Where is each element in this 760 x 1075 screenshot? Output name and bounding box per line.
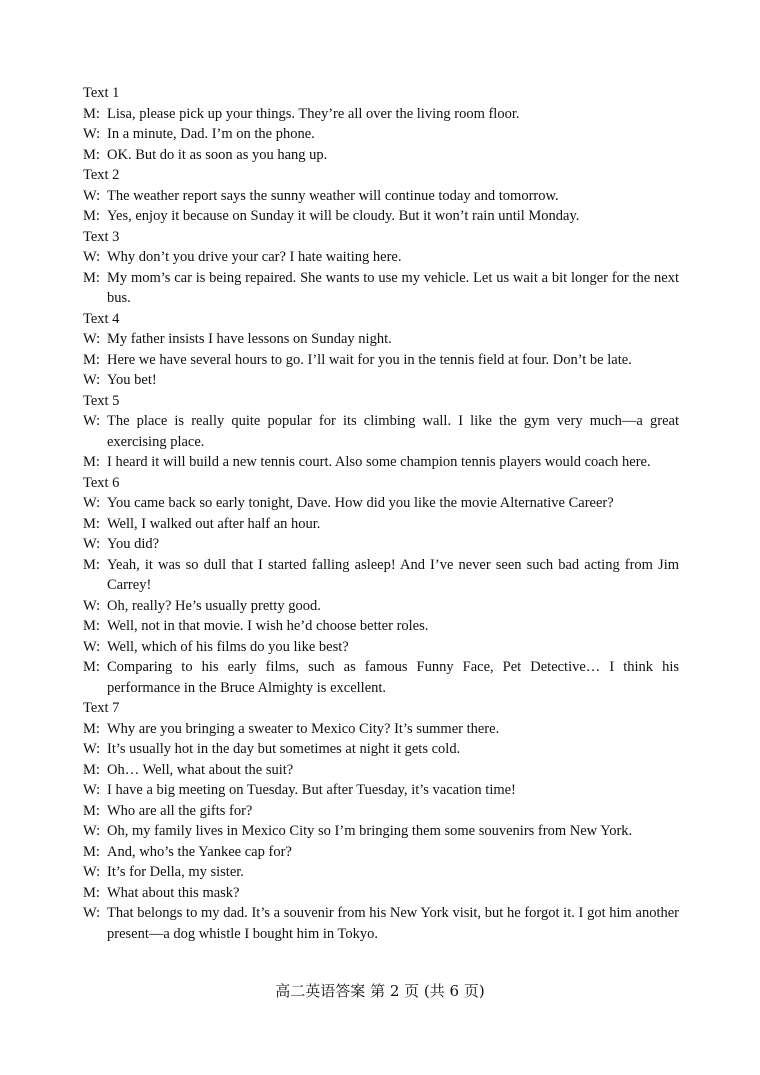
dialogue-line: [83, 780, 679, 801]
speaker-label: W:: [83, 782, 101, 798]
speaker-label: M:: [83, 105, 100, 122]
dialogue-line: [83, 760, 679, 781]
page-footer: 高二英语答案 第 2 页 (共 6 页): [275, 982, 485, 1000]
utterance-text: My mom’s car is being repaired. She wants to use my vehicle. Let us wait a bit longer for the next bus.: [107, 269, 679, 306]
dialogue-line: [83, 268, 679, 309]
dialogue-line: [83, 247, 679, 268]
speaker-label: W:: [83, 864, 101, 880]
utterance-text: What about this mask?: [107, 884, 240, 901]
speaker-label: M:: [83, 761, 100, 778]
dialogue-line: [83, 719, 679, 740]
speaker-label: W:: [83, 741, 101, 757]
utterance-text: Oh, my family lives in Mexico City so I’m bringing them some souvenirs from New York.: [107, 823, 633, 839]
speaker-label: M:: [83, 802, 100, 819]
dialogue-line: [83, 842, 679, 863]
dialogue-line: [83, 124, 679, 145]
utterance-text: In a minute, Dad. I’m on the phone.: [107, 126, 315, 142]
speaker-label: W:: [83, 187, 101, 204]
dialogue-line: [83, 206, 679, 227]
utterance-text: Well, not in that movie. I wish he’d choose better roles.: [107, 618, 429, 634]
speaker-label: W:: [83, 638, 101, 655]
dialogue-line: [83, 801, 679, 822]
utterance-text: My father insists I have lessons on Sunday night.: [107, 331, 392, 347]
section-heading: Text 4: [83, 310, 120, 327]
text-section-2: [83, 165, 679, 227]
utterance-text: It’s for Della, my sister.: [107, 864, 244, 880]
utterance-text: I have a big meeting on Tuesday. But after Tuesday, it’s vacation time!: [107, 782, 516, 798]
transcript-body: [83, 83, 679, 944]
utterance-text: Well, I walked out after half an hour.: [107, 515, 321, 532]
speaker-label: W:: [83, 126, 101, 142]
utterance-text: Here we have several hours to go. I’ll wait for you in the tennis field at four. Don’t be late.: [107, 351, 632, 368]
speaker-label: M:: [83, 720, 100, 737]
utterance-text: Lisa, please pick up your things. They’re all over the living room floor.: [107, 105, 520, 122]
text-section-4: [83, 309, 679, 391]
speaker-label: M:: [83, 884, 100, 901]
dialogue-line: [83, 903, 679, 944]
speaker-label: W:: [83, 905, 101, 921]
utterance-text: Comparing to his early films, such as famous Funny Face, Pet Detective… I think his performance in the Bruce Almighty is excellent.: [107, 659, 679, 696]
speaker-label: W:: [83, 249, 101, 265]
dialogue-line: [83, 411, 679, 452]
speaker-label: M:: [83, 556, 100, 573]
utterance-text: Why are you bringing a sweater to Mexico City? It’s summer there.: [107, 720, 500, 737]
dialogue-line: [83, 514, 679, 535]
dialogue-line: [83, 145, 679, 166]
utterance-text: And, who’s the Yankee cap for?: [107, 843, 292, 860]
speaker-label: W:: [83, 823, 101, 839]
text-section-5: [83, 391, 679, 473]
dialogue-line: [83, 862, 679, 883]
dialogue-line: [83, 452, 679, 473]
speaker-label: M:: [83, 269, 100, 286]
utterance-text: Well, which of his films do you like best?: [107, 638, 349, 655]
section-heading: Text 7: [83, 700, 120, 716]
dialogue-line: [83, 493, 679, 514]
utterance-text: Oh… Well, what about the suit?: [107, 761, 294, 778]
speaker-label: W:: [83, 372, 101, 388]
dialogue-line: [83, 739, 679, 760]
section-heading: Text 5: [83, 392, 120, 409]
utterance-text: The weather report says the sunny weather will continue today and tomorrow.: [107, 187, 559, 204]
speaker-label: M:: [83, 454, 100, 470]
utterance-text: You did?: [107, 536, 160, 552]
section-heading: Text 3: [83, 228, 120, 245]
speaker-label: W:: [83, 495, 101, 511]
dialogue-line: [83, 596, 679, 617]
dialogue-line: [83, 821, 679, 842]
section-heading: Text 2: [83, 167, 120, 183]
speaker-label: W:: [83, 597, 101, 614]
utterance-text: OK. But do it as soon as you hang up.: [107, 146, 328, 163]
text-section-3: [83, 227, 679, 309]
utterance-text: You bet!: [107, 372, 157, 388]
speaker-label: W:: [83, 413, 101, 429]
utterance-text: I heard it will build a new tennis court. Also some champion tennis players would coach here.: [107, 454, 651, 470]
utterance-text: The place is really quite popular for its climbing wall. I like the gym very much—a great exercising place.: [107, 413, 679, 450]
utterance-text: Why don’t you drive your car? I hate waiting here.: [107, 249, 402, 265]
utterance-text: Who are all the gifts for?: [107, 802, 253, 819]
dialogue-line: [83, 637, 679, 658]
utterance-text: You came back so early tonight, Dave. How did you like the movie Alternative Career?: [107, 495, 614, 511]
speaker-label: M:: [83, 351, 100, 368]
dialogue-line: [83, 350, 679, 371]
speaker-label: W:: [83, 536, 101, 552]
text-section-1: [83, 83, 679, 165]
speaker-label: M:: [83, 843, 100, 860]
dialogue-line: [83, 534, 679, 555]
dialogue-line: [83, 104, 679, 125]
speaker-label: W:: [83, 331, 101, 347]
utterance-text: That belongs to my dad. It’s a souvenir from his New York visit, but he forgot it. I got him another present—a dog whistle I bought him in Tokyo.: [107, 905, 679, 942]
text-section-6: [83, 473, 679, 699]
speaker-label: M:: [83, 659, 100, 675]
section-heading: Text 1: [83, 85, 120, 101]
dialogue-line: [83, 555, 679, 596]
dialogue-line: [83, 370, 679, 391]
text-section-7: [83, 698, 679, 944]
utterance-text: It’s usually hot in the day but sometimes at night it gets cold.: [107, 741, 461, 757]
speaker-label: M:: [83, 618, 100, 634]
section-heading: Text 6: [83, 474, 120, 491]
dialogue-line: [83, 883, 679, 904]
speaker-label: M:: [83, 515, 100, 532]
dialogue-line: [83, 186, 679, 207]
utterance-text: Oh, really? He’s usually pretty good.: [107, 597, 321, 614]
utterance-text: Yeah, it was so dull that I started falling asleep! And I’ve never seen such bad acting from Jim Carrey!: [107, 556, 679, 593]
utterance-text: Yes, enjoy it because on Sunday it will be cloudy. But it won’t rain until Monday.: [107, 208, 580, 224]
speaker-label: M:: [83, 208, 100, 224]
dialogue-line: [83, 329, 679, 350]
dialogue-line: [83, 657, 679, 698]
speaker-label: M:: [83, 146, 100, 163]
dialogue-line: [83, 616, 679, 637]
